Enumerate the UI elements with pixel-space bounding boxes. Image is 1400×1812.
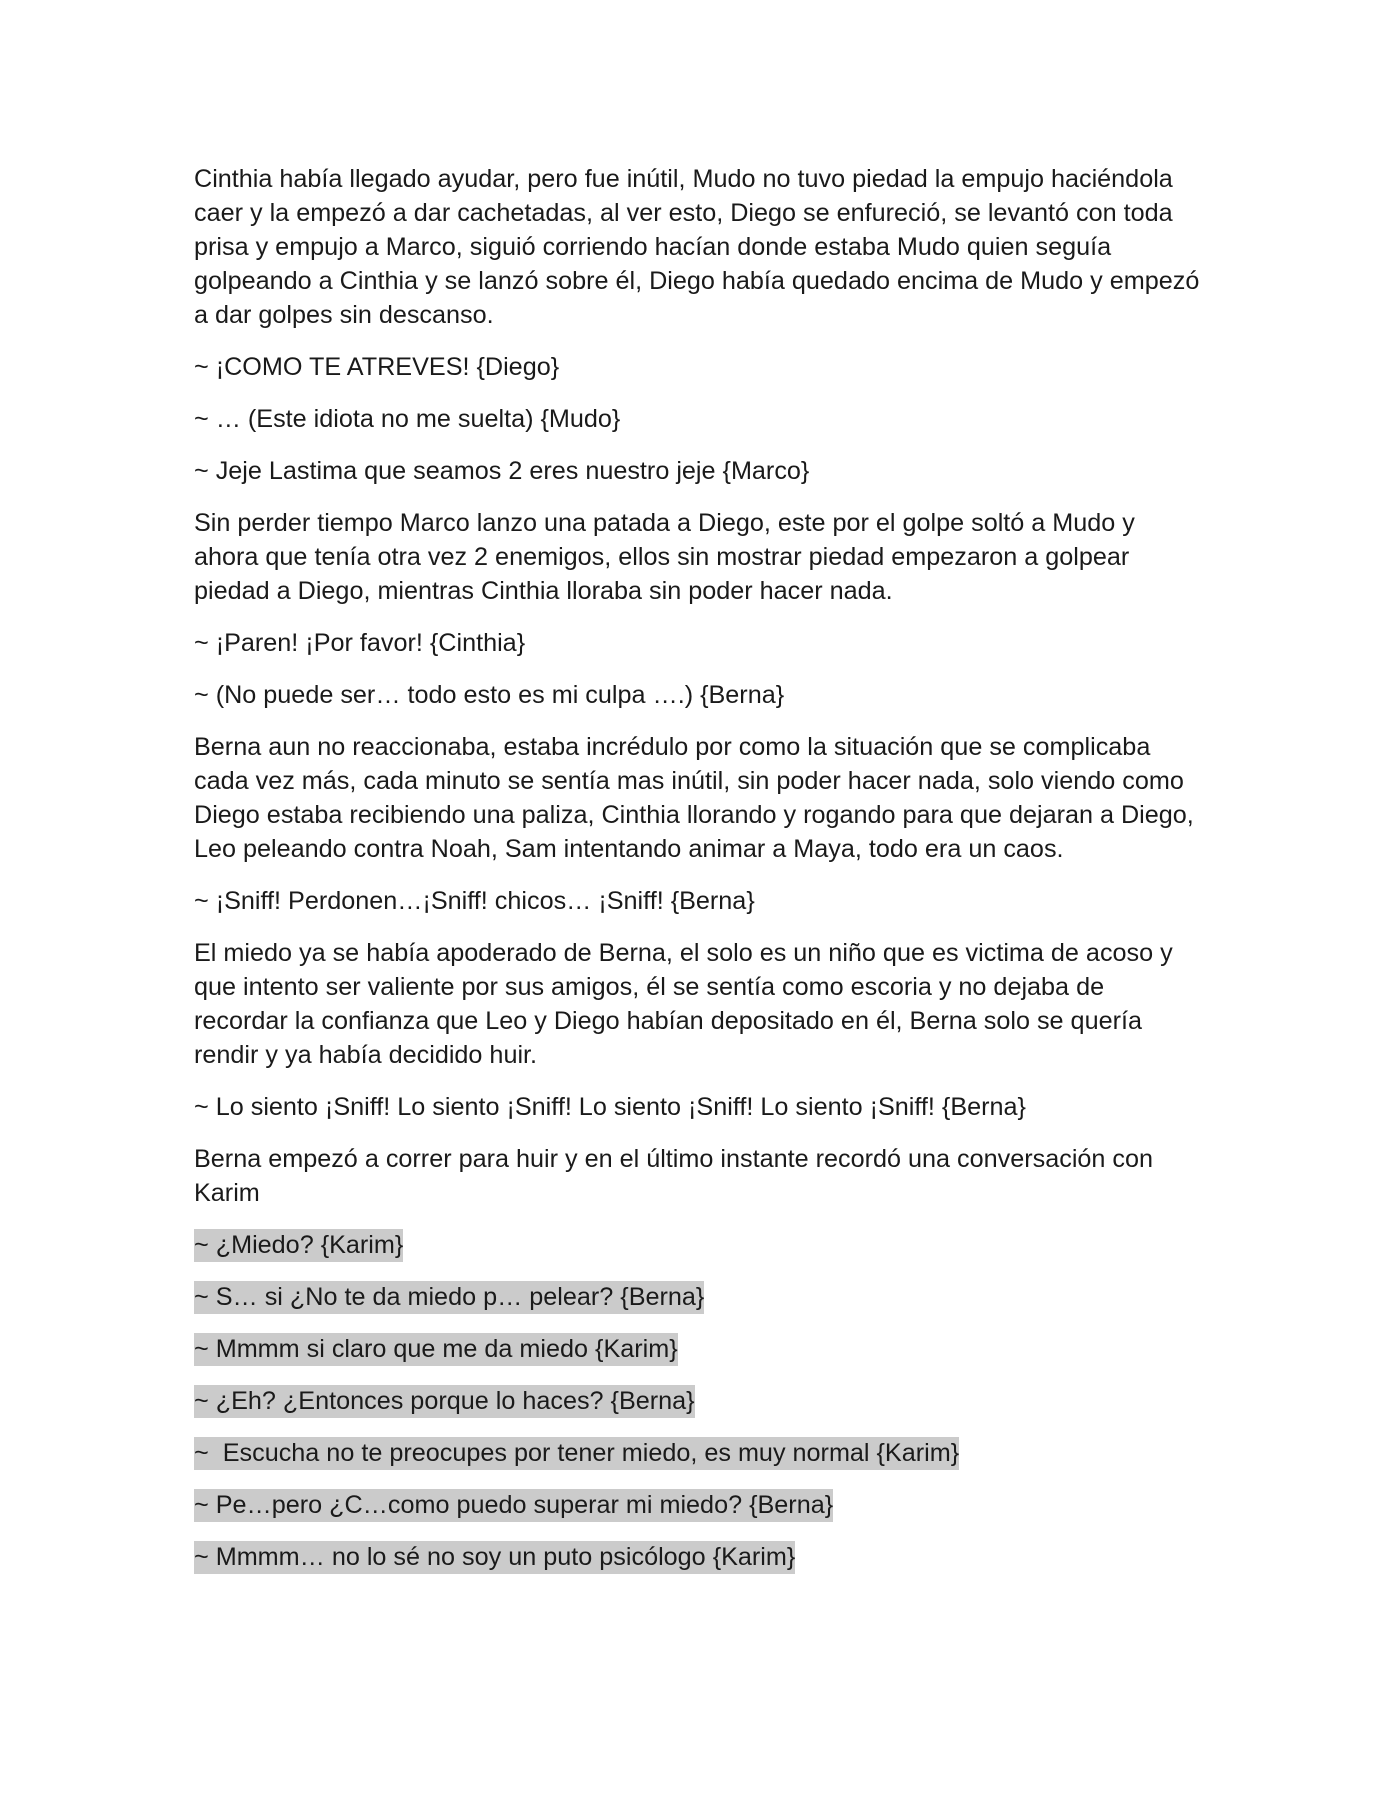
highlighted-text: ~ ¿Miedo? {Karim} xyxy=(194,1229,403,1262)
highlighted-dialogue-line xyxy=(194,1228,1204,1262)
highlighted-text: ~ Mmmm si claro que me da miedo {Karim} xyxy=(194,1333,678,1366)
paragraph: Berna empezó a correr para huir y en el último instante recordó una conversación con Karim xyxy=(194,1145,1154,1207)
highlighted-text: ~ S… si ¿No te da miedo p… pelear? {Berna} xyxy=(194,1281,704,1314)
highlighted-text: ~ Escucha no te preocupes por tener miedo, es muy normal {Karim} xyxy=(194,1437,959,1470)
dialogue-line: ~ ¡Sniff! Perdonen…¡Sniff! chicos… ¡Sniff! {Berna} xyxy=(194,887,755,915)
highlighted-text: ~ ¿Eh? ¿Entonces porque lo haces? {Berna} xyxy=(194,1385,695,1418)
highlighted-dialogue-line xyxy=(194,1540,1204,1574)
dialogue-line: ~ Lo siento ¡Sniff! Lo siento ¡Sniff! Lo siento ¡Sniff! Lo siento ¡Sniff! {Berna} xyxy=(194,1093,1026,1121)
highlighted-dialogue-line xyxy=(194,1280,1204,1314)
paragraph: Cinthia había llegado ayudar, pero fue inútil, Mudo no tuvo piedad la empujo haciéndola caer y la empezó a dar cachetadas, al ver esto, Diego se enfureció, se levantó con toda prisa y empujo a Marco, siguió corriendo hacían donde estaba Mudo quien seguía golpeando a Cinthia y se lanzó sobre él, Diego había quedado encima de Mudo y empezó a dar golpes sin descanso. xyxy=(194,165,1200,329)
dialogue-line: ~ … (Este idiota no me suelta) {Mudo} xyxy=(194,405,621,433)
highlighted-text: ~ Pe…pero ¿C…como puedo superar mi miedo? {Berna} xyxy=(194,1489,833,1522)
highlighted-text: ~ Mmmm… no lo sé no soy un puto psicólogo {Karim} xyxy=(194,1541,795,1574)
highlighted-dialogue-line xyxy=(194,1332,1204,1366)
dialogue-line: ~ ¡COMO TE ATREVES! {Diego} xyxy=(194,353,560,381)
paragraph: El miedo ya se había apoderado de Berna, el solo es un niño que es victima de acoso y que intento ser valiente por sus amigos, él se sentía como escoria y no dejaba de recordar la confianza que Leo y Diego habían depositado en él, Berna solo se quería rendir y ya había decidido huir. xyxy=(194,939,1173,1069)
paragraph: Berna aun no reaccionaba, estaba incrédulo por como la situación que se complicaba cada vez más, cada minuto se sentía mas inútil, sin poder hacer nada, solo viendo como Diego estaba recibiendo una paliza, Cinthia llorando y rogando para que dejaran a Diego, Leo peleando contra Noah, Sam intentando animar a Maya, todo era un caos. xyxy=(194,733,1194,863)
highlighted-dialogue-line xyxy=(194,1488,1204,1522)
dialogue-line: ~ ¡Paren! ¡Por favor! {Cinthia} xyxy=(194,629,526,657)
dialogue-line: ~ (No puede ser… todo esto es mi culpa ….) {Berna} xyxy=(194,681,785,709)
highlighted-dialogue-line xyxy=(194,1384,1204,1418)
document-body xyxy=(194,162,1204,1592)
paragraph: Sin perder tiempo Marco lanzo una patada a Diego, este por el golpe soltó a Mudo y ahora que tenía otra vez 2 enemigos, ellos sin mostrar piedad empezaron a golpear piedad a Diego, mientras Cinthia lloraba sin poder hacer nada. xyxy=(194,509,1135,605)
highlighted-dialogue-line xyxy=(194,1436,1204,1470)
dialogue-line: ~ Jeje Lastima que seamos 2 eres nuestro jeje {Marco} xyxy=(194,457,810,485)
